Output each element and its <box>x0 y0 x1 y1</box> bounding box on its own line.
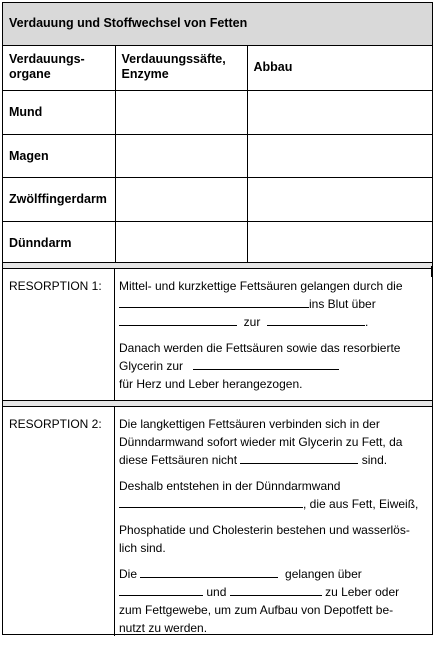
table-row <box>3 221 432 264</box>
row-label-magen: Magen <box>3 134 115 177</box>
cell-abbau-mund[interactable] <box>247 90 432 134</box>
row-label-zwoelffingerdarm: Zwölffingerdarm <box>3 177 115 221</box>
blank-field[interactable] <box>119 583 203 596</box>
worksheet-title: Verdauung und Stoffwechsel von Fetten <box>3 3 432 46</box>
resorption-1-section <box>3 269 432 400</box>
digestion-table <box>3 46 432 265</box>
row-label-duenndarm: Dünndarm <box>3 221 115 264</box>
table-row <box>3 90 432 134</box>
blank-field[interactable] <box>119 295 309 308</box>
section-separator <box>3 262 432 269</box>
resorption-2-label: RESORPTION 2: <box>9 417 102 431</box>
section-separator <box>3 400 432 407</box>
cell-abbau-zwoelffingerdarm[interactable] <box>247 177 432 221</box>
blank-field[interactable] <box>240 451 358 464</box>
cell-abbau-magen[interactable] <box>247 134 432 177</box>
column-divider <box>114 269 115 400</box>
blank-field[interactable] <box>119 313 237 326</box>
table-row <box>3 134 432 177</box>
cell-enzyme-mund[interactable] <box>115 90 247 134</box>
resorption-1-text: Mittel- und kurzkettige Fettsäuren gelangen durch die ins Blut über zur . Danach werden die Fettsäuren sowie das resorbierte Glycerin zur für Herz und Leber herangezogen. <box>119 279 403 391</box>
worksheet <box>2 2 433 635</box>
cell-enzyme-zwoelffingerdarm[interactable] <box>115 177 247 221</box>
table-row <box>3 177 432 221</box>
blank-field[interactable] <box>267 313 365 326</box>
blank-field[interactable] <box>193 357 339 370</box>
resorption-2-section <box>3 407 432 636</box>
blank-field[interactable] <box>140 565 278 578</box>
column-divider <box>114 407 115 636</box>
header-verdauungssaefte: Verdauungssäfte, Enzyme <box>115 46 247 90</box>
resorption-1-label: RESORPTION 1: <box>9 279 102 293</box>
cell-enzyme-magen[interactable] <box>115 134 247 177</box>
text-cursor <box>431 266 433 277</box>
row-label-mund: Mund <box>3 90 115 134</box>
header-verdauungsorgane: Verdauungs- organe <box>3 46 115 90</box>
header-abbau: Abbau <box>247 46 432 90</box>
cell-enzyme-duenndarm[interactable] <box>115 221 247 264</box>
resorption-2-text: Die langkettigen Fettsäuren verbinden sich in der Dünndarmwand sofort wieder mit Glycerin zu Fett, da diese Fettsäuren nicht sind. Deshalb entstehen in der Dünndarmwand , die aus Fett, Eiweiß, Phosphatide und Cholesterin bestehen und wasserlös- lich sind. Die gelangen über und zu Leber oder zum Fettgewebe, um zum Aufbau von Depotfett be- nutzt zu werden. <box>119 417 419 635</box>
cell-abbau-duenndarm[interactable] <box>247 221 432 264</box>
blank-field[interactable] <box>119 495 303 508</box>
blank-field[interactable] <box>230 583 322 596</box>
table-header-row <box>3 46 432 90</box>
